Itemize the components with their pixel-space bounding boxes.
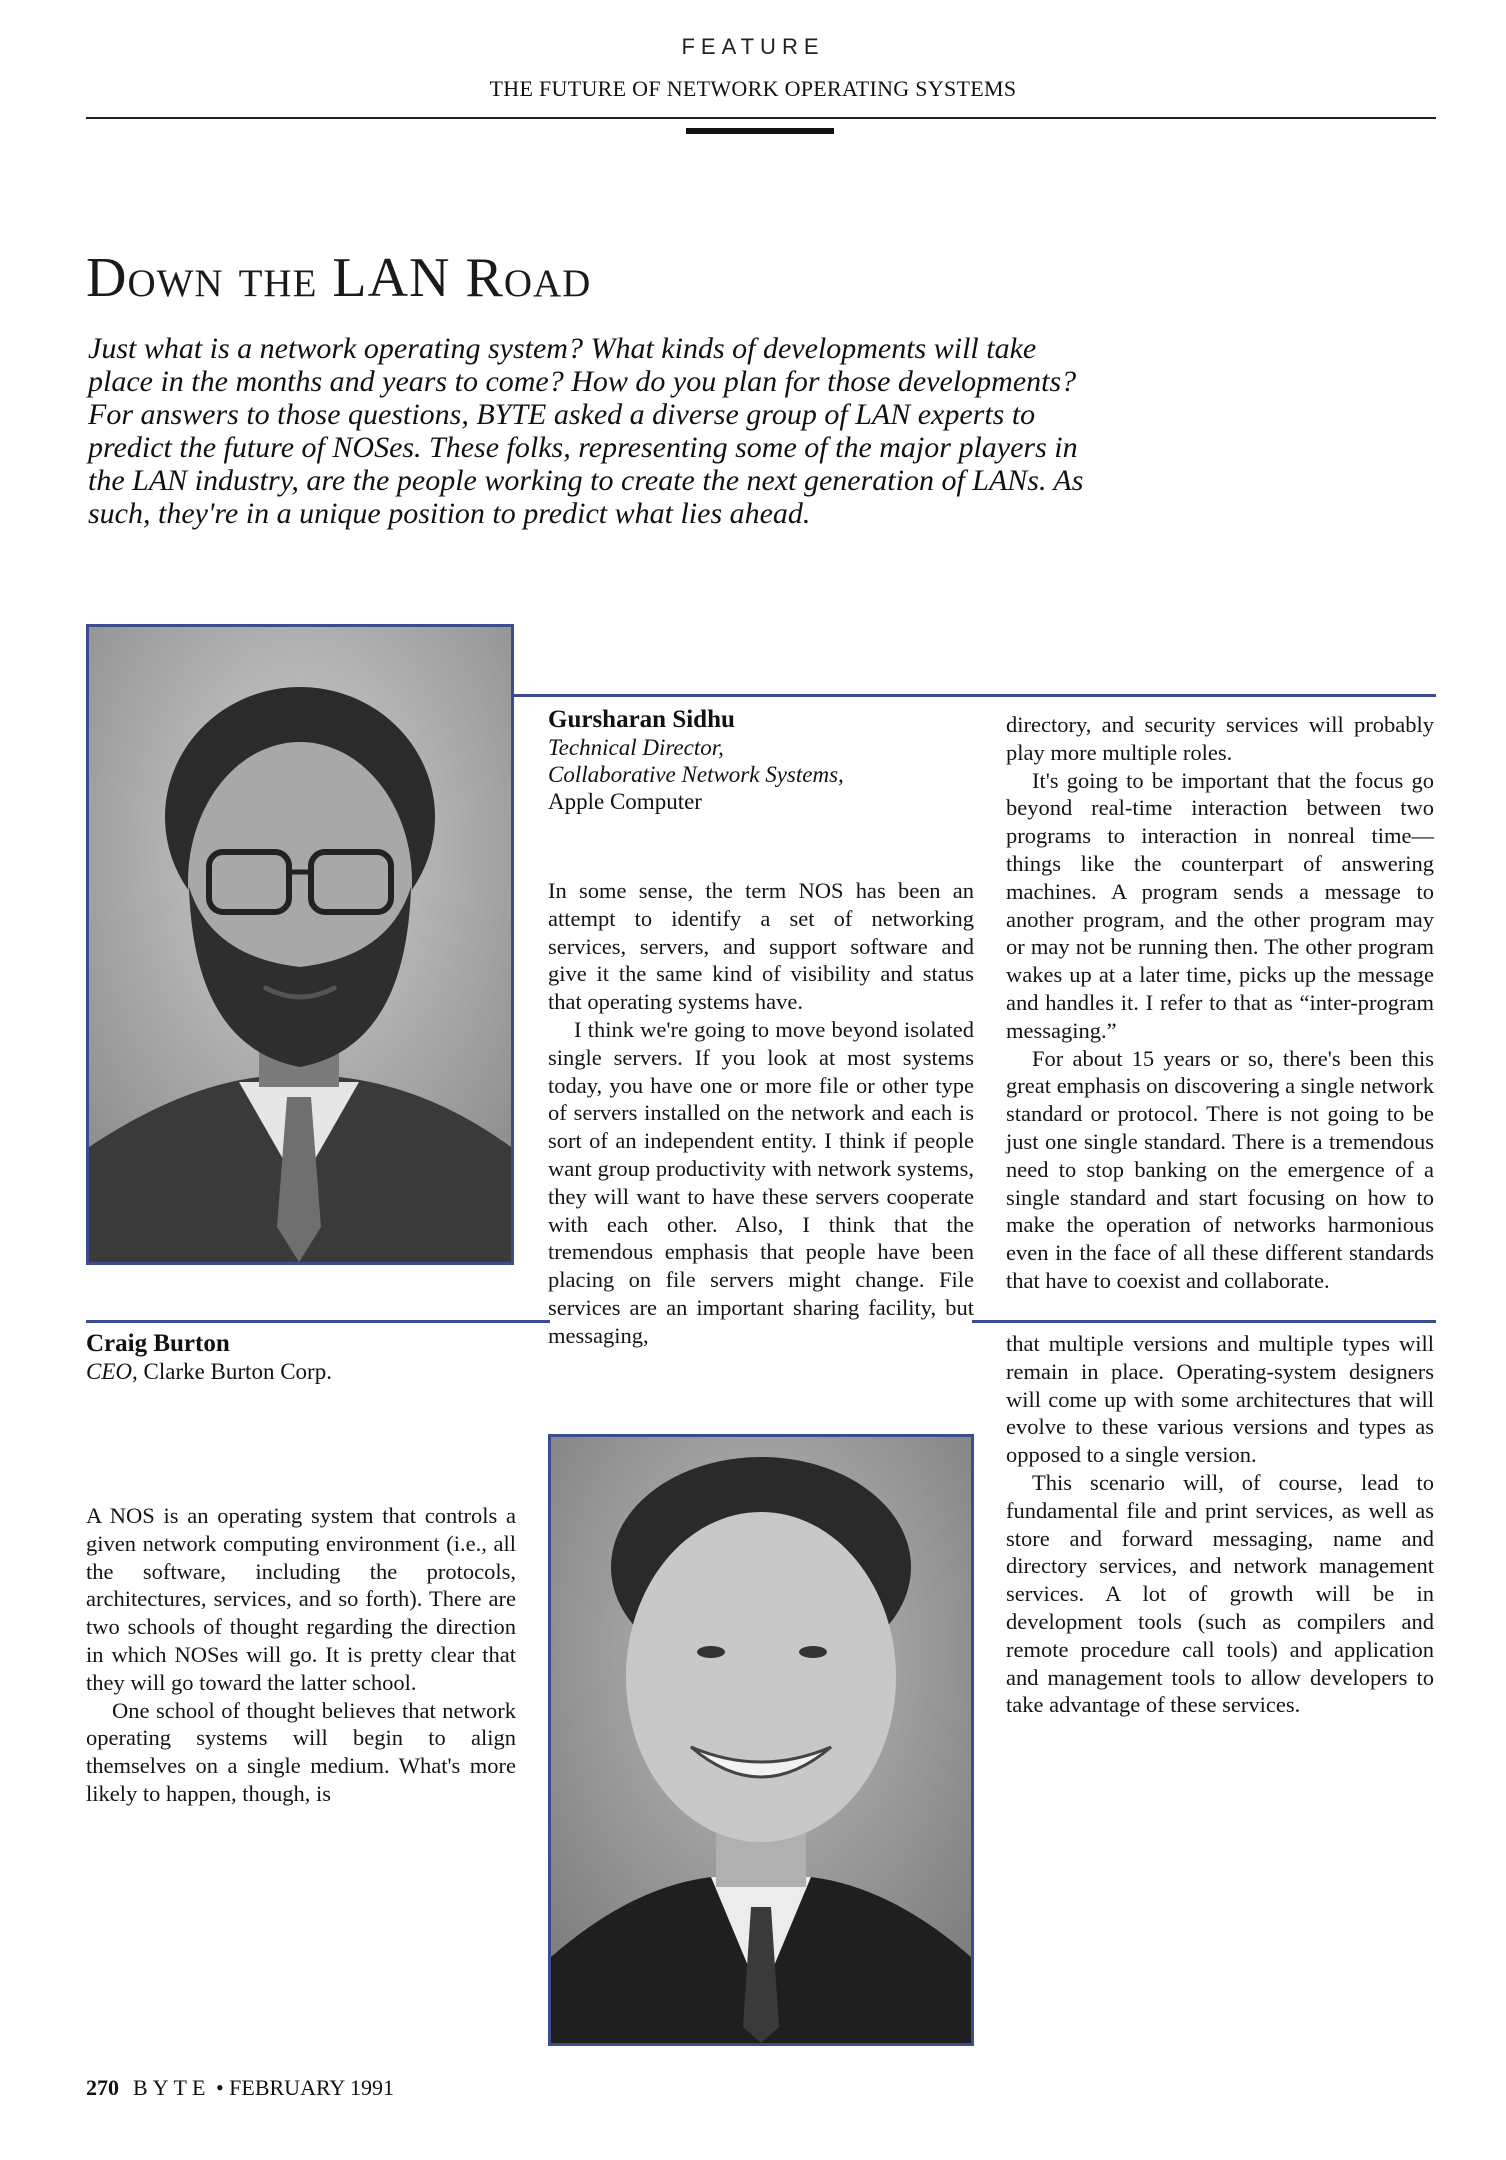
paragraph: I think we're going to move beyond isolated single servers. If you look at most systems today, you have one or more file or other type of servers installed on the network and each is sort of an independent entity. I think if people want group productivity with network systems, they will want to have these servers cooperate with each other. Also, I think that the tremendous emphasis that people have been placing on file servers might change. File services are an important sharing facility, but messaging, — [548, 1016, 974, 1348]
article-headline: Down the LAN Road — [86, 247, 592, 309]
folio-separator: • — [215, 2075, 224, 2100]
paragraph: For about 15 years or so, there's been this great emphasis on discovering a single network standard or protocol. There is not going to be just one single standard. There is a tremendous need to stop banking on the emergence of a single standard and start focusing on how to make the operation of networks harmonious even in the face of all these different standards that have to coexist and collaborate. — [1006, 1045, 1434, 1293]
portrait-photo-sidhu — [86, 624, 514, 1265]
profile-rule-burton-right — [972, 1320, 1436, 1323]
page-folio — [86, 2075, 394, 2101]
page-number: 270 — [86, 2075, 119, 2100]
portrait-photo-burton — [548, 1434, 974, 2046]
paragraph: that multiple versions and multiple types will remain in place. Operating-system designers will come up with some architectures that will evolve to these various versions and types as opposed to a single version. — [1006, 1331, 1434, 1468]
speaker-group: Collaborative Network Systems, — [548, 762, 844, 787]
profile-rule-burton-left — [86, 1320, 550, 1323]
paragraph: A NOS is an operating system that controls a given network computing environment (i.e., all the software, including the protocols, architectures, services, and so forth). There are two schools of thought regarding the direction in which NOSes will go. It is pretty clear that they will go toward the latter school. — [86, 1503, 516, 1695]
paragraph: One school of thought believes that network operating systems will begin to align themselves on a single medium. What's more likely to happen, though, is — [86, 1697, 516, 1806]
speaker-role-company: CEO, Clarke Burton Corp. — [86, 1359, 332, 1384]
section-title: THE FUTURE OF NETWORK OPERATING SYSTEMS — [489, 76, 1017, 101]
issue-date: FEBRUARY 1991 — [229, 2075, 394, 2100]
paragraph: directory, and security services will probably play more multiple roles. — [1006, 712, 1434, 765]
portrait-burton-icon — [551, 1437, 971, 2043]
body-column-sidhu-2 — [1006, 711, 1434, 1295]
paragraph: It's going to be important that the focus go beyond real-time interaction between two programs to interaction in nonreal time—things like the counterpart of answering machines. A program sends a message to another program, and the other program may or may not be running then. The other program wakes up at a later time, picks up the message and handles it. I refer to that as “inter-program messaging.” — [1006, 767, 1434, 1043]
speaker-company: Apple Computer — [548, 789, 702, 814]
profile-rule-sidhu — [514, 694, 1436, 697]
header-rule-tab — [686, 128, 834, 134]
header-rule — [86, 117, 1436, 119]
speaker-name: Craig Burton — [86, 1330, 230, 1357]
feature-kicker: FEATURE — [681, 34, 825, 59]
byline-sidhu — [548, 706, 968, 815]
byline-burton — [86, 1330, 526, 1385]
body-column-sidhu-1 — [548, 877, 974, 1350]
paragraph: This scenario will, of course, lead to fundamental file and print services, as well as store and forward messaging, name and directory services, and network management services. A lot of growth will be in development tools (such as compilers and remote procedure call tools) and application and management tools to allow developers to take advantage of these services. — [1006, 1469, 1434, 1718]
magazine-name: BYTE — [133, 2075, 211, 2100]
paragraph: In some sense, the term NOS has been an attempt to identify a set of networking services, servers, and support software and give it the same kind of visibility and status that operating systems have. — [548, 878, 974, 1015]
portrait-sidhu-icon — [89, 627, 511, 1262]
speaker-name: Gursharan Sidhu — [548, 706, 735, 733]
body-column-burton-1 — [86, 1502, 516, 1808]
body-column-burton-2 — [1006, 1330, 1434, 1719]
speaker-role: Technical Director, — [548, 735, 724, 760]
article-deck: Just what is a network operating system? What kinds of developments will take place in the months and years to come? How do you plan for those developments? For answers to those questions, BYTE asked a diverse group of LAN experts to predict the future of NOSes. These folks, representing some of the major players in the LAN industry, are the people working to create the next generation of LANs. As such, they're in a unique position to predict what lies ahead. — [88, 332, 1084, 530]
